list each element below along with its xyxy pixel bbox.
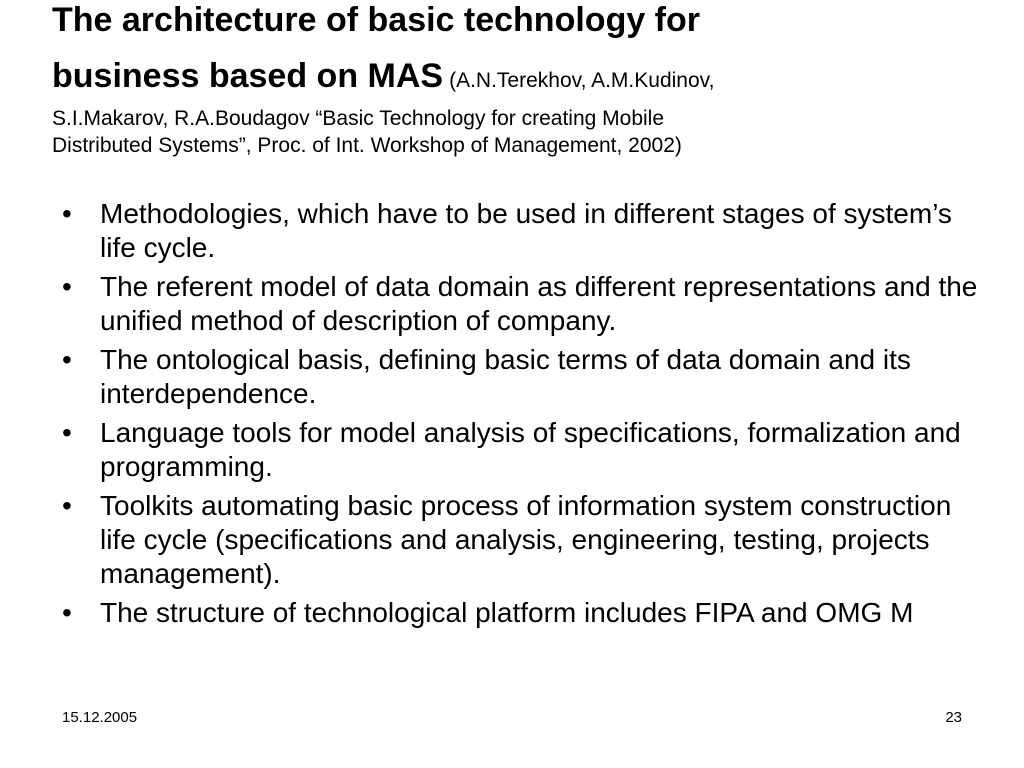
bullet-item: • The ontological basis, defining basic terms of data domain and its interdependence. — [62, 343, 982, 411]
citation-line-3: Distributed Systems”, Proc. of Int. Workshop of Management, 2002) — [52, 134, 682, 157]
title-line-1: The architecture of basic technology for — [52, 1, 701, 39]
citation-line-2: S.I.Makarov, R.A.Boudagov “Basic Technology for creating Mobile — [52, 107, 665, 130]
bullet-item: • The structure of technological platform includes FIPA and OMG M — [62, 596, 982, 630]
footer-date: 15.12.2005 — [62, 709, 138, 726]
title-main-text: business based on MAS — [52, 57, 444, 95]
bullet-item: • Toolkits automating basic process of information system construction life cycle (specifications and analysis, engineering, testing, projects management). — [62, 489, 982, 591]
bullet-item: • Methodologies, which have to be used in different stages of system’s life cycle. — [62, 197, 982, 265]
slide-title — [52, 0, 992, 163]
page-number: 23 — [945, 709, 962, 726]
bullet-list — [62, 197, 982, 635]
title-line-2 — [52, 48, 992, 109]
bullet-item: • Language tools for model analysis of specifications, formalization and programming. — [62, 416, 982, 484]
citation-inline: (A.N.Terekhov, A.M.Kudinov, — [449, 69, 715, 92]
bullet-item: • The referent model of data domain as different representations and the unified method of description of company. — [62, 270, 982, 338]
